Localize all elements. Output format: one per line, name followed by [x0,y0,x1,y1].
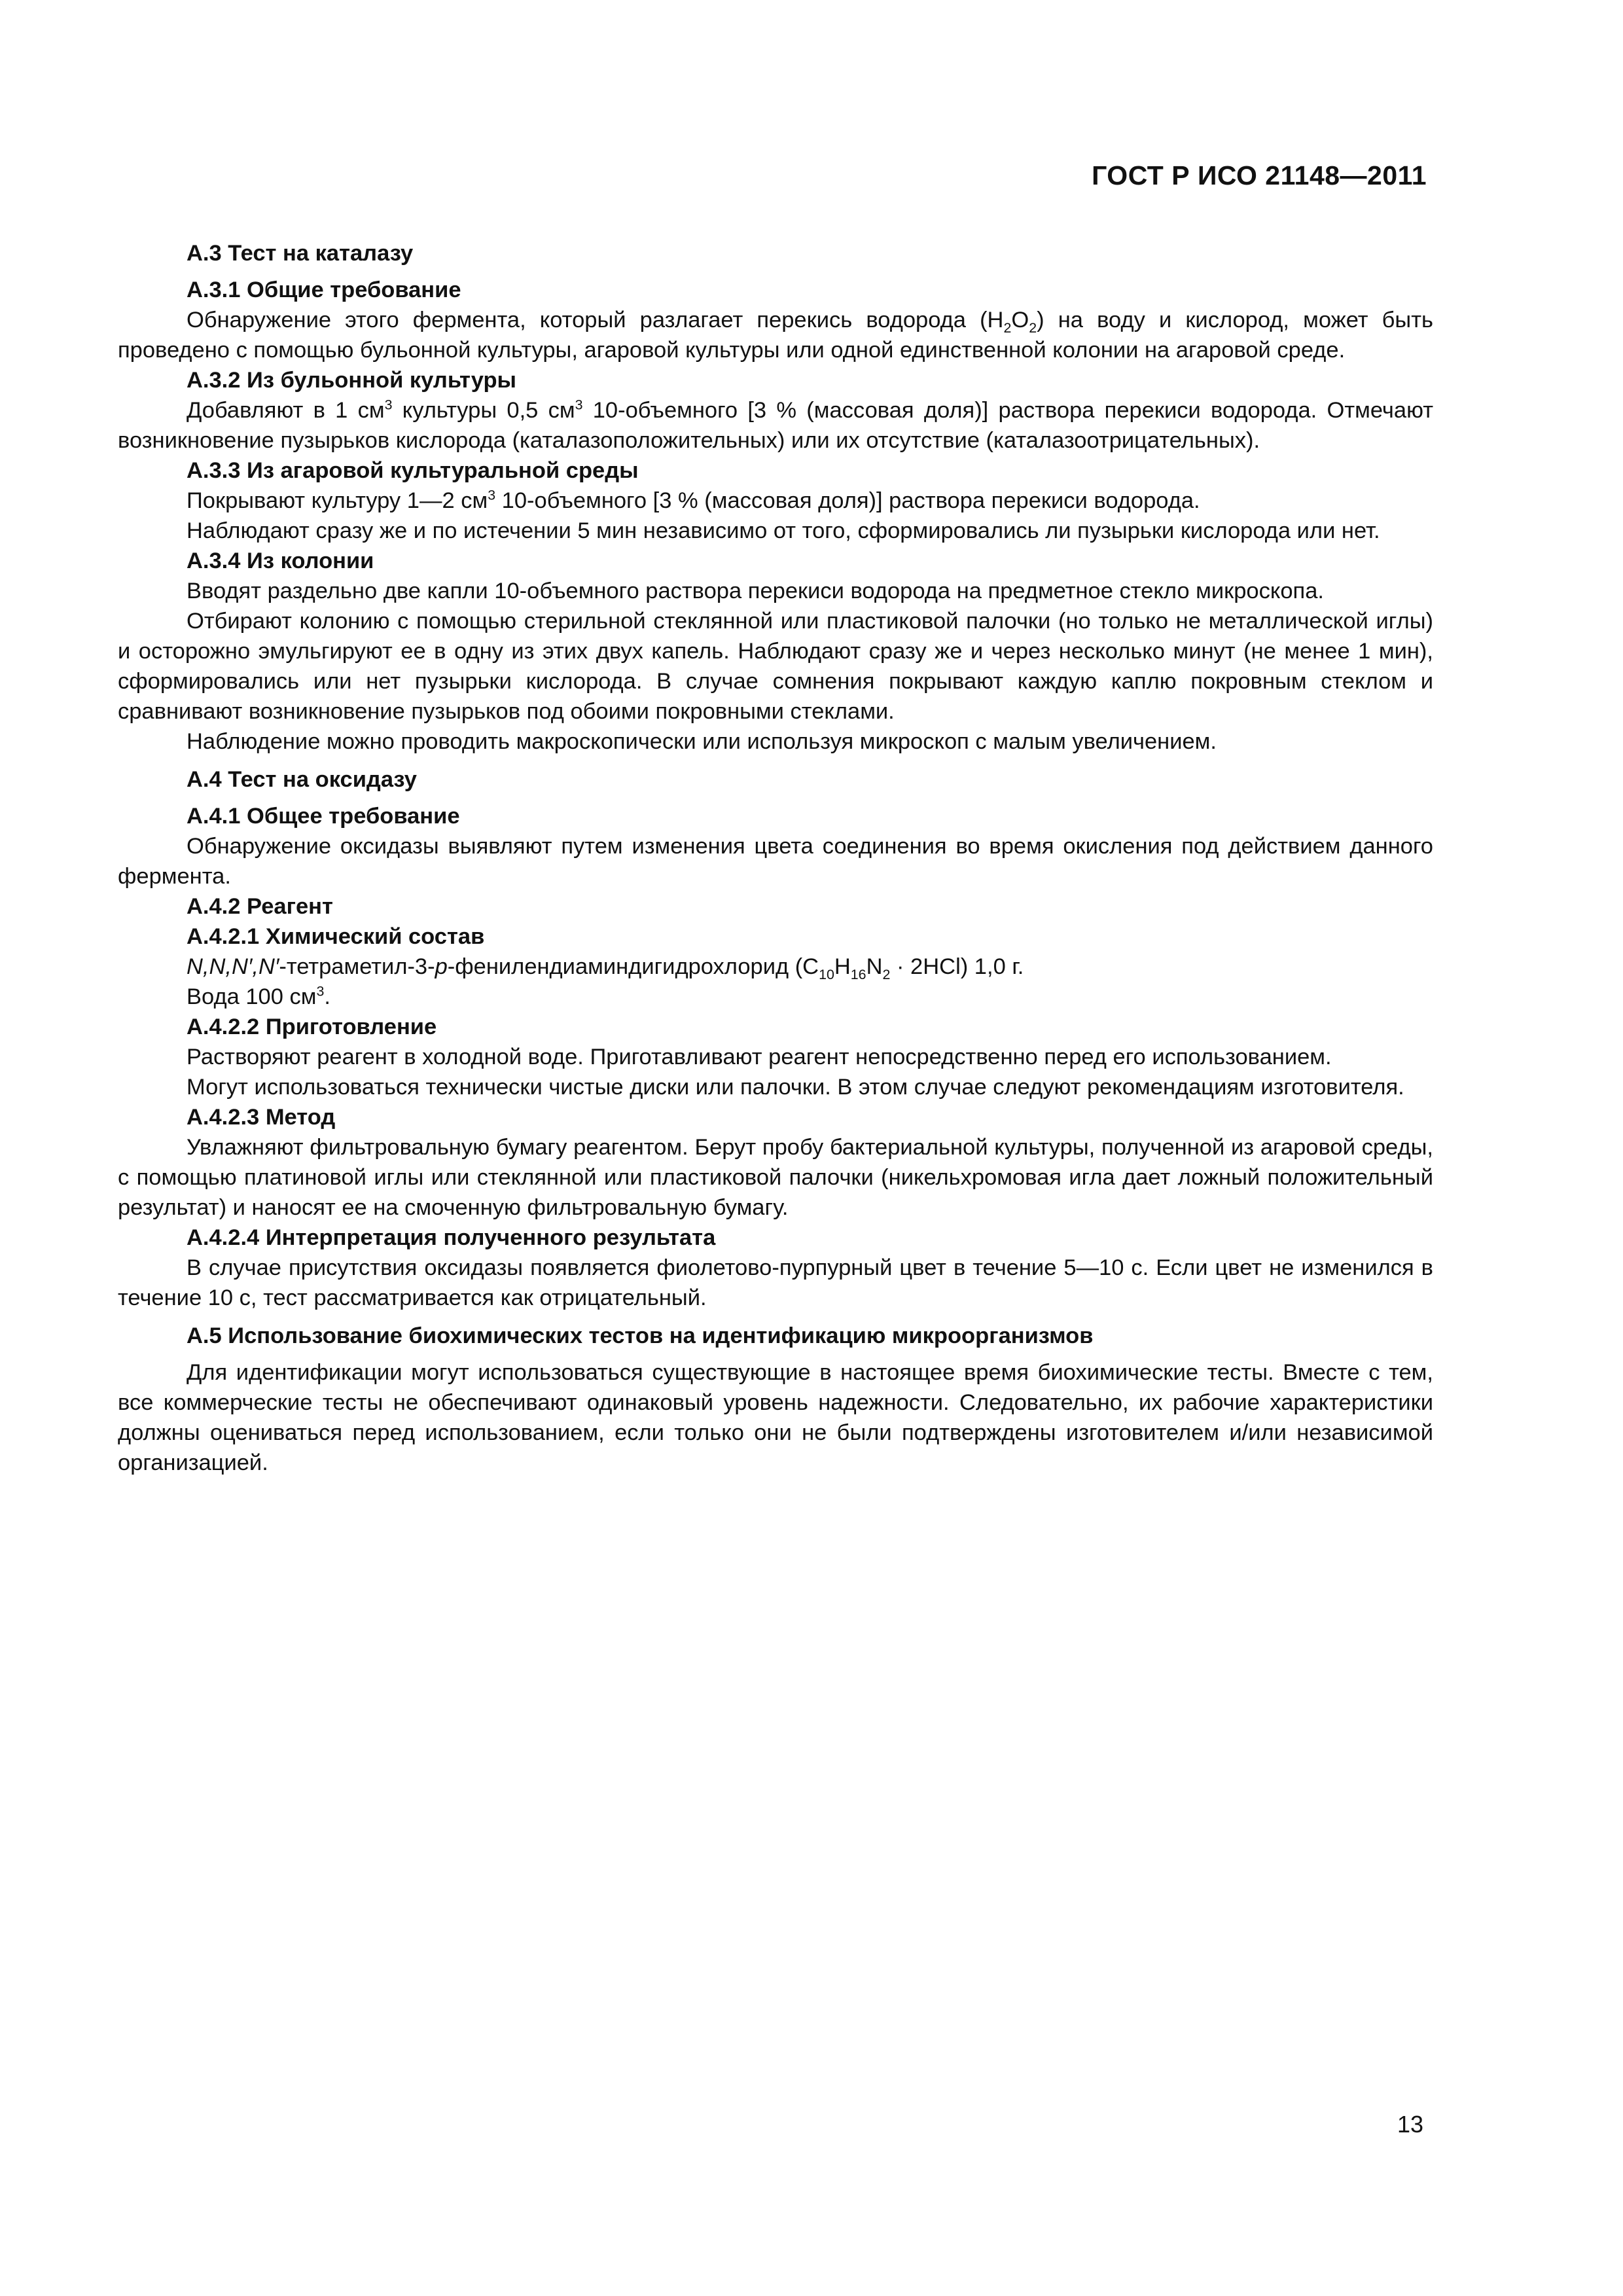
section-a34-paragraph-1: Вводят раздельно две капли 10-объемного раствора перекиси водорода на предметное стекло микроскопа. [187,579,1324,603]
section-a422-heading: А.4.2.2 Приготовление [187,1014,437,1039]
section-a424-paragraph-1: В случае присутствия оксидазы появляется фиолетово-пурпурный цвет в течение 5—10 с. Если цвет не изменился в течение 10 с, тест рассматривается как отрицательный. [118,1255,1433,1310]
page-number: 13 [1397,2111,1423,2138]
section-a3-heading: А.3 Тест на каталазу [187,241,414,266]
section-a42-heading: А.4.2 Реагент [187,894,333,919]
section-a33-paragraph-2: Наблюдают сразу же и по истечении 5 мин независимо от того, сформировались ли пузырьки кислорода или нет. [187,518,1380,543]
section-a421-paragraph-2: Вода 100 $см^3$. [187,983,330,1009]
section-a421-paragraph-1: N,N,N′,N′-тетраметил-3-p-фенилендиаминдигидрохлорид $(C_{10}H_{16}N_2 \cdot 2HCl)$ 1,0 г. [187,954,1024,982]
section-a41-paragraph-1: Обнаружение оксидазы выявляют путем изменения цвета соединения во время окисления под действием данного фермента. [118,834,1433,889]
section-a423-paragraph-1: Увлажняют фильтровальную бумагу реагентом. Берут пробу бактериальной культуры, полученной из агаровой среды, с помощью платиновой иглы или стеклянной или пластиковой палочки (никельхромовая игла дает ложный положительный результат) и наносят ее на смоченную фильтровальную бумагу. [118,1135,1433,1220]
section-a32-paragraph-1: Добавляют в 1 $см^3$ культуры 0,5 $см^3$ 10-объемного [3 % (массовая доля)] раствора перекиси водорода. Отмечают возникновение пузырьков кислорода (каталазоположительных) или их отсутствие (каталазоотрицательных). [118,397,1433,453]
section-a4-heading: А.4 Тест на оксидазу [187,767,417,792]
section-a5-paragraph-1: Для идентификации могут использоваться существующие в настоящее время биохимические тесты. Вместе с тем, все коммерческие тесты не обеспечивают одинаковый уровень надежности. Следовательно, их рабочие характеристики должны оцениваться перед использованием, если только они не были подтверждены изготовителем и/или независимой организацией. [118,1360,1433,1475]
section-a32-heading: А.3.2 Из бульонной культуры [187,368,517,393]
section-a41-heading: А.4.1 Общее требование [187,804,460,829]
section-a422-paragraph-1: Растворяют реагент в холодной воде. Приготавливают реагент непосредственно перед его использованием. [187,1045,1332,1069]
document-header: ГОСТ Р ИСО 21148—2011 [1092,160,1427,190]
section-a424-heading: А.4.2.4 Интерпретация полученного результата [187,1225,716,1250]
section-a423-heading: А.4.2.3 Метод [187,1105,336,1130]
section-a31-heading: А.3.1 Общие требование [187,278,461,302]
section-a34-paragraph-3: Наблюдение можно проводить макроскопически или используя микроскоп с малым увеличением. [187,729,1217,754]
section-a34-paragraph-2: Отбирают колонию с помощью стерильной стеклянной или пластиковой палочки (но только не металлической иглы) и осторожно эмульгируют ее в одну из этих двух капель. Наблюдают сразу же и через несколько минут (не менее 1 мин), сформировались или нет пузырьки кислорода. В случае сомнения покрывают каждую каплю покровным стеклом и сравнивают возникновение пузырьков под обоими покровными стеклами. [118,609,1433,724]
section-a421-heading: А.4.2.1 Химический состав [187,924,485,949]
document-body [118,230,1433,1478]
section-a5-heading: А.5 Использование биохимических тестов на идентификацию микроорганизмов [187,1323,1094,1348]
section-a31-paragraph-1: Обнаружение этого фермента, который разлагает перекись водорода $(H_2O_2)$ на воду и кислород, может быть проведено с помощью бульонной культуры, агаровой культуры или одной единственной колонии на агаровой среде. [118,308,1434,363]
section-a33-heading: А.3.3 Из агаровой культуральной среды [187,458,639,483]
section-a422-paragraph-2: Могут использоваться технически чистые диски или палочки. В этом случае следуют рекомендациям изготовителя. [187,1075,1404,1100]
section-a34-heading: А.3.4 Из колонии [187,548,374,573]
section-a33-paragraph-1: Покрывают культуру 1—2 $см^3$ 10-объемного [3 % (массовая доля)] раствора перекиси водорода. [187,487,1200,513]
